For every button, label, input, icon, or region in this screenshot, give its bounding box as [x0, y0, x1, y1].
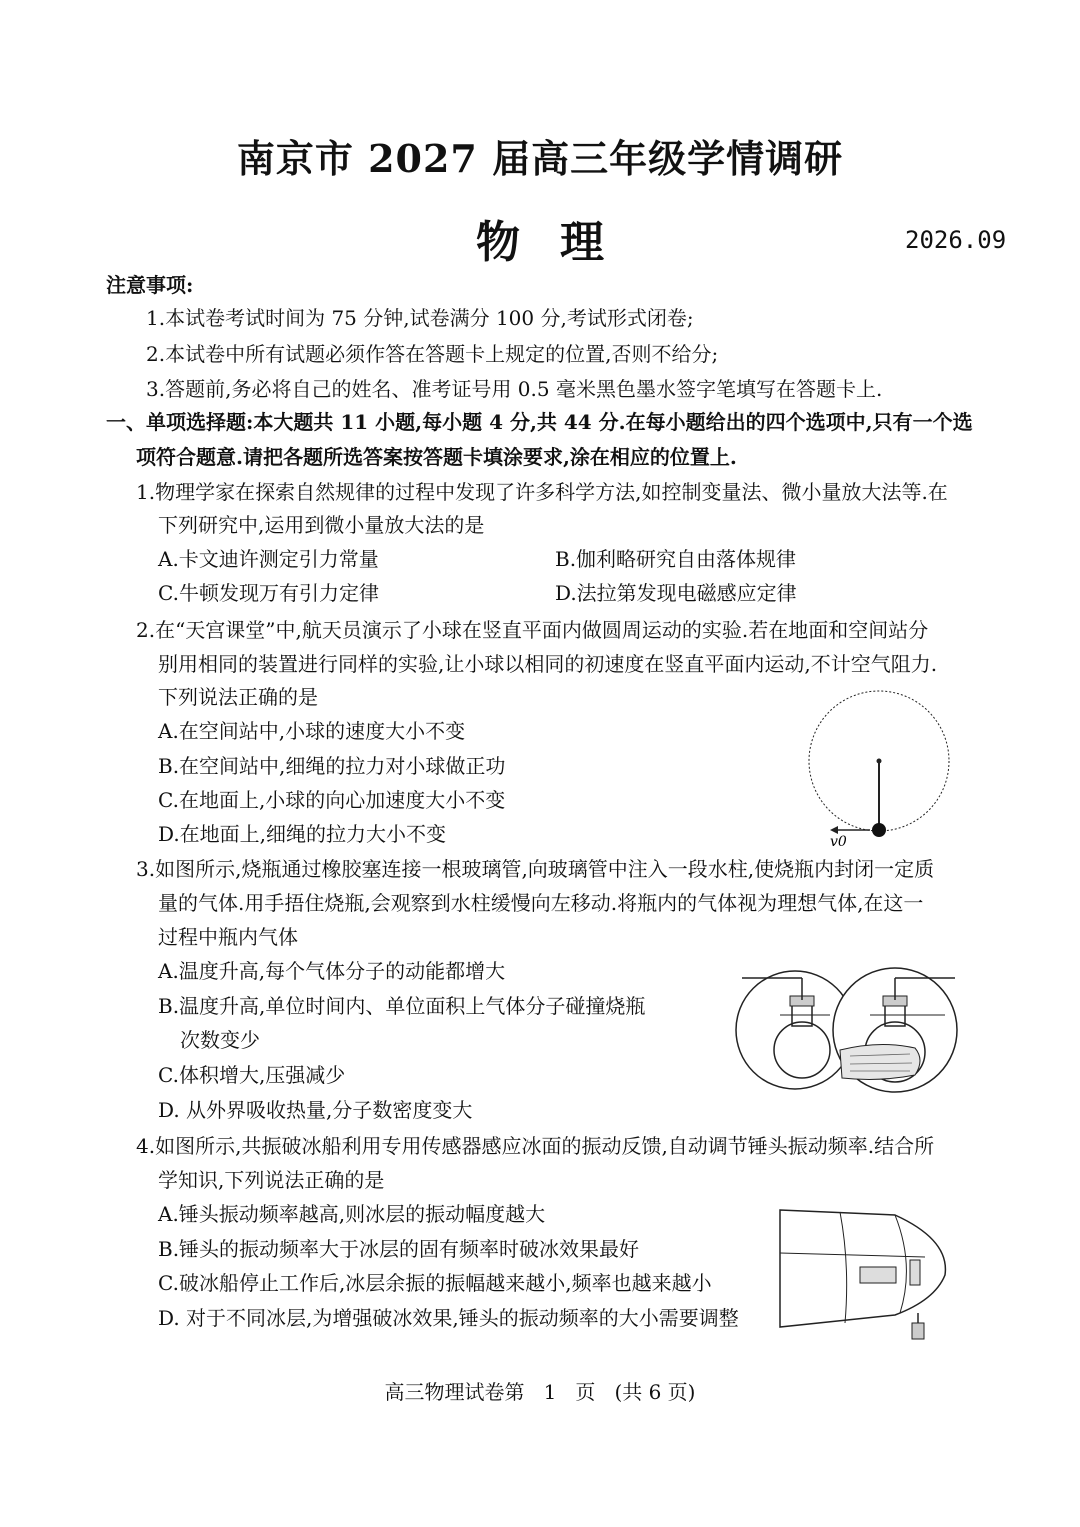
q1-option-a: A.卡文迪许测定引力常量 — [158, 547, 379, 571]
ball — [872, 823, 886, 837]
q1-stem-line1: 1.物理学家在探索自然规律的过程中发现了许多科学方法,如控制变量法、微小量放大法等.在 — [136, 480, 948, 504]
hand-illustration — [840, 1044, 920, 1079]
q4-stem-line1: 4.如图所示,共振破冰船利用专用传感器感应冰面的振动反馈,自动调节锤头振动频率.结合所 — [136, 1134, 935, 1158]
section-heading-line2: 项符合题意.请把各题所选答案按答题卡填涂要求,涂在相应的位置上. — [136, 445, 737, 469]
sensor-unit — [910, 1260, 920, 1285]
q2-option-a: A.在空间站中,小球的速度大小不变 — [158, 719, 466, 743]
q3-option-b-line1: B.温度升高,单位时间内、单位面积上气体分子碰撞烧瓶 — [158, 994, 646, 1018]
q1-option-c: C.牛顿发现万有引力定律 — [158, 581, 379, 605]
q4-icebreaker-figure — [775, 1205, 975, 1355]
q3-flask-figure — [730, 970, 960, 1100]
q3-stem-line1: 3.如图所示,烧瓶通过橡胶塞连接一根玻璃管,向玻璃管中注入一段水柱,使烧瓶内封闭一定质 — [136, 857, 935, 881]
q4-option-a: A.锤头振动频率越高,则冰层的振动幅度越大 — [158, 1202, 546, 1226]
hammer-head — [912, 1323, 924, 1339]
exam-date: 2026.09 — [905, 226, 1007, 254]
q3-option-a: A.温度升高,每个气体分子的动能都增大 — [158, 959, 506, 983]
q2-stem-line1: 2.在“天宫课堂”中,航天员演示了小球在竖直平面内做圆周运动的实验.若在地面和空间站分 — [136, 618, 929, 642]
notice-item-3: 3.答题前,务必将自己的姓名、准考证号用 0.5 毫米黑色墨水签字笔填写在答题卡上. — [146, 377, 883, 401]
q2-stem-line2: 别用相同的装置进行同样的实验,让小球以相同的初速度在竖直平面内运动,不计空气阻力. — [158, 652, 938, 676]
notice-item-2: 2.本试卷中所有试题必须作答在答题卡上规定的位置,否则不给分; — [146, 342, 719, 366]
q3-stem-line2: 量的气体.用手捂住烧瓶,会观察到水柱缓慢向左移动.将瓶内的气体视为理想气体,在这一 — [158, 891, 924, 915]
q1-option-b: B.伽利略研究自由落体规律 — [555, 547, 797, 571]
notice-heading: 注意事项: — [106, 273, 194, 297]
q4-stem-line2: 学知识,下列说法正确的是 — [158, 1168, 385, 1192]
q2-option-d: D.在地面上,细绳的拉力大小不变 — [158, 822, 447, 846]
q1-option-d: D.法拉第发现电磁感应定律 — [555, 581, 797, 605]
q3-option-d: D. 从外界吸收热量,分子数密度变大 — [158, 1098, 473, 1122]
section-heading-line1: 一、单项选择题:本大题共 11 小题,每小题 4 分,共 44 分.在每小题给出的四个选项中,只有一个选 — [106, 410, 973, 434]
q1-stem-line2: 下列研究中,运用到微小量放大法的是 — [158, 513, 485, 537]
page-footer: 高三物理试卷第 1 页 (共 6 页) — [384, 1380, 696, 1404]
q2-circular-motion-figure — [800, 686, 970, 851]
q2-option-b: B.在空间站中,细绳的拉力对小球做正功 — [158, 754, 506, 778]
notice-item-1: 1.本试卷考试时间为 75 分钟,试卷满分 100 分,考试形式闭卷; — [146, 306, 694, 330]
q2-option-c: C.在地面上,小球的向心加速度大小不变 — [158, 788, 506, 812]
vibration-hammer — [860, 1267, 896, 1283]
exam-title: 南京市 2027 届高三年级学情调研 — [236, 136, 844, 181]
q2-stem-line3: 下列说法正确的是 — [158, 685, 318, 709]
q3-option-c: C.体积增大,压强减少 — [158, 1063, 346, 1087]
q4-option-b: B.锤头的振动频率大于冰层的固有频率时破冰效果最好 — [158, 1237, 640, 1261]
q3-option-b-line2: 次数变少 — [180, 1028, 260, 1052]
q4-option-d: D. 对于不同冰层,为增强破冰效果,锤头的振动频率的大小需要调整 — [158, 1306, 739, 1330]
q4-option-c: C.破冰船停止工作后,冰层余振的振幅越来越小,频率也越来越小 — [158, 1271, 712, 1295]
q3-stem-line3: 过程中瓶内气体 — [158, 925, 298, 949]
velocity-arrowhead — [830, 826, 838, 834]
subject-title: 物理 — [476, 217, 644, 268]
velocity-label: v0 — [830, 834, 847, 850]
